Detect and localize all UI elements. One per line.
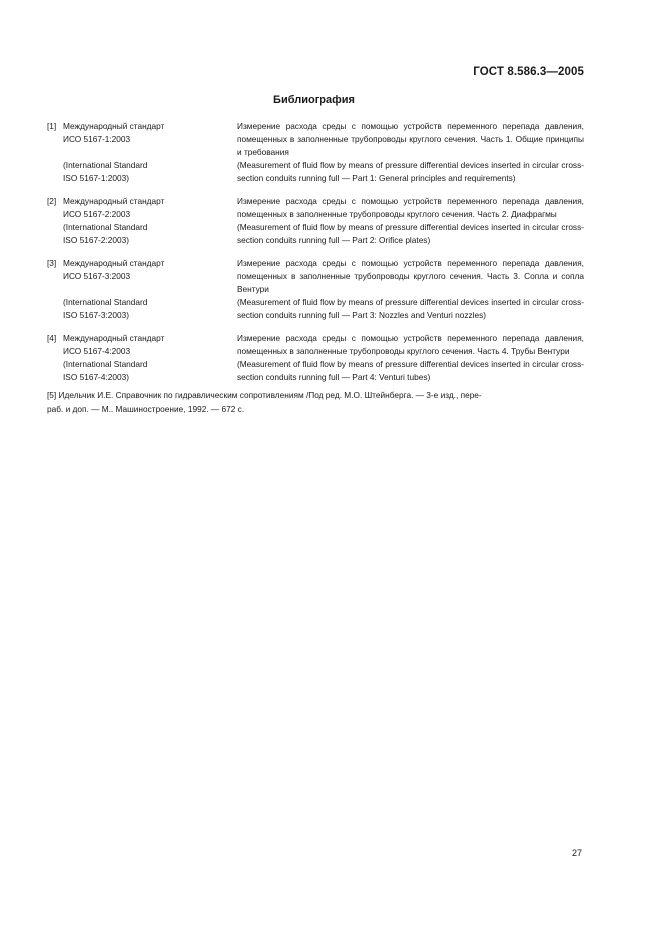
- bibliography-entry: [47, 120, 585, 185]
- entry-number: [1]: [47, 121, 57, 131]
- bibliography-entry: [47, 195, 585, 247]
- entry-number: [4]: [47, 333, 57, 343]
- bibliography-list: [47, 120, 585, 416]
- reference-line-2: раб. и доп. — М.. Машиностроение, 1992. — 672 с.: [47, 404, 245, 414]
- entry-number: [2]: [47, 196, 57, 206]
- standard-title-ru: Измерение расхода среды с помощью устройств переменного перепада давления, помещенных в заполненные трубопроводы круглого сечения. Часть 4. Трубы Вентури: [237, 333, 584, 356]
- standard-designation-en: (International Standard ISO 5167-4:2003): [63, 359, 148, 382]
- standard-title-en: (Measurement of fluid flow by means of pressure differential devices inserted in circular cross-section conduits running full — Part 3: Nozzles and Venturi nozzles): [237, 297, 584, 320]
- standard-designation-en: (International Standard ISO 5167-1:2003): [63, 160, 148, 183]
- standard-title-en: (Measurement of fluid flow by means of pressure differential devices inserted in circular cross-section conduits running full — Part 4: Venturi tubes): [237, 359, 584, 382]
- bibliography-entry: [47, 332, 585, 384]
- standard-designation-ru: Международный стандарт ИСО 5167-4:2003: [63, 333, 165, 356]
- page-number: 27: [571, 848, 582, 858]
- standard-title-ru: Измерение расхода среды с помощью устройств переменного перепада давления, помещенных в заполненные трубопроводы круглого сечения. Часть 1. Общие принципы и требования: [237, 121, 584, 157]
- standard-designation-ru: Международный стандарт ИСО 5167-2:2003: [63, 196, 165, 219]
- standard-title-ru: Измерение расхода среды с помощью устройств переменного перепада давления, помещенных в заполненные трубопроводы круглого сечения. Часть 3. Сопла и сопла Вентури: [237, 258, 584, 294]
- bibliography-entry-reference: [47, 388, 585, 416]
- entry-number: [5]: [47, 390, 57, 400]
- standard-title-ru: Измерение расхода среды с помощью устройств переменного перепада давления, помещенных в заполненные трубопроводы круглого сечения. Часть 2. Диафрагмы: [237, 196, 584, 219]
- entry-number: [3]: [47, 258, 57, 268]
- standard-designation-ru: Международный стандарт ИСО 5167-3:2003: [63, 258, 165, 281]
- standard-title-en: (Measurement of fluid flow by means of pressure differential devices inserted in circular cross-section conduits running full — Part 1: General principles and requirements): [237, 160, 584, 183]
- bibliography-entry: [47, 257, 585, 322]
- bibliography-title: Библиография: [273, 94, 355, 106]
- standard-designation-en: (International Standard ISO 5167-3:2003): [63, 297, 148, 320]
- standard-designation-ru: Международный стандарт ИСО 5167-1:2003: [63, 121, 165, 144]
- standard-title-en: (Measurement of fluid flow by means of pressure differential devices inserted in circular cross-section conduits running full — Part 2: Orifice plates): [237, 222, 584, 245]
- standard-designation-en: (International Standard ISO 5167-2:2003): [63, 222, 148, 245]
- document-code: ГОСТ 8.586.3—2005: [473, 66, 584, 78]
- reference-line-1: Идельчик И.Е. Справочник по гидравлическим сопротивлениям /Под ред. М.О. Штейнберга. — 3-е изд., пере-: [58, 390, 482, 400]
